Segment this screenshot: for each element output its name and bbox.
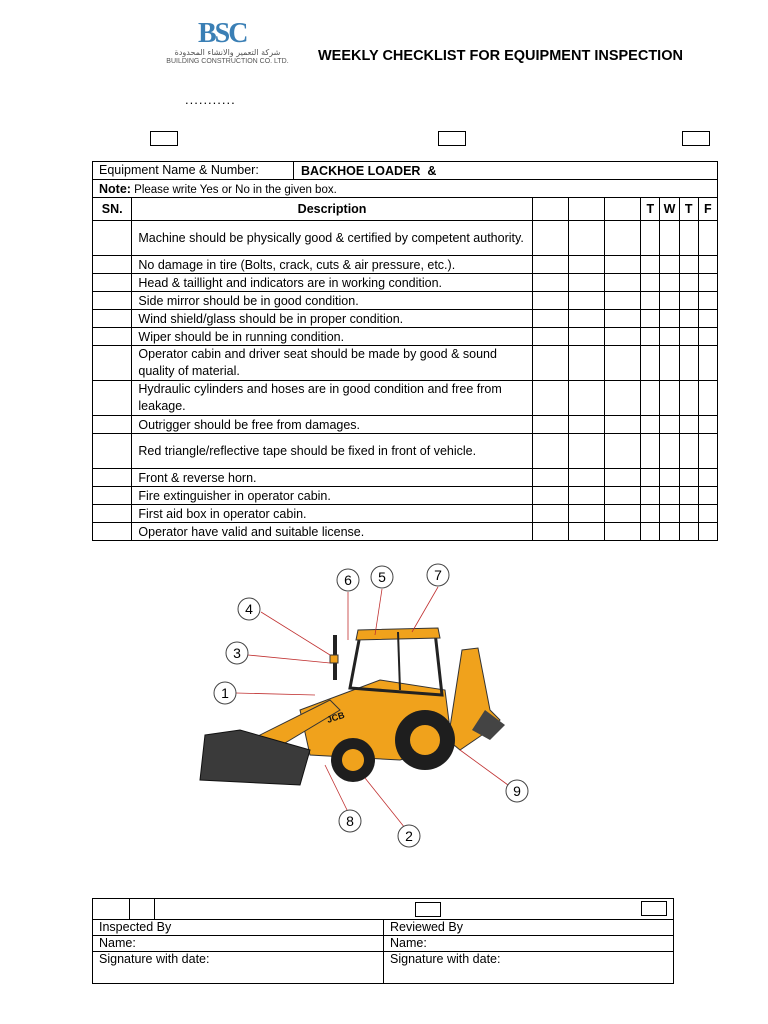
dotted-fill-line: ...........	[185, 92, 236, 107]
answer-cell-1[interactable]	[532, 310, 568, 328]
callout-8	[339, 810, 361, 832]
answer-cell-t1[interactable]	[641, 434, 660, 469]
answer-cell-w[interactable]	[660, 523, 679, 541]
description-header: Description	[132, 198, 532, 221]
table-row	[93, 221, 718, 256]
answer-cell-f[interactable]	[698, 256, 717, 274]
note-text: Please write Yes or No in the given box.	[130, 183, 337, 196]
answer-cell-f[interactable]	[698, 328, 717, 346]
answer-cell-f[interactable]	[698, 221, 717, 256]
answer-cell-2[interactable]	[568, 434, 604, 469]
checkbox-middle[interactable]	[438, 131, 466, 146]
table-row	[93, 469, 718, 487]
answer-cell-t1[interactable]	[641, 328, 660, 346]
row-description: Red triangle/reflective tape should be fixed in front of vehicle.	[132, 434, 532, 469]
inspector-signature-field[interactable]: Signature with date:	[93, 952, 384, 984]
logo-arabic-name: شركة التعمير والانشاء المحدودة	[174, 48, 281, 57]
answer-cell-w[interactable]	[660, 487, 679, 505]
answer-cell-t2[interactable]	[679, 328, 698, 346]
answer-cell-f[interactable]	[698, 487, 717, 505]
answer-cell-w[interactable]	[660, 310, 679, 328]
table-row	[93, 310, 718, 328]
footer-checkbox-left[interactable]	[415, 902, 441, 917]
row-sn-cell	[93, 256, 132, 274]
sn-header: SN.	[93, 198, 132, 221]
footer-small-cell	[129, 899, 155, 919]
table-row	[93, 416, 718, 434]
table-row	[93, 434, 718, 469]
answer-cell-w[interactable]	[660, 434, 679, 469]
row-description: First aid box in operator cabin.	[132, 505, 532, 523]
row-sn-cell	[93, 523, 132, 541]
day-header-w: W	[660, 198, 679, 221]
answer-cell-t2[interactable]	[679, 416, 698, 434]
answer-cell-f[interactable]	[698, 434, 717, 469]
answer-cell-1[interactable]	[532, 487, 568, 505]
answer-cell-w[interactable]	[660, 505, 679, 523]
row-description: Outrigger should be free from damages.	[132, 416, 532, 434]
table-row	[93, 274, 718, 292]
company-logo	[150, 18, 305, 68]
answer-cell-3[interactable]	[605, 221, 641, 256]
answer-cell-3[interactable]	[605, 292, 641, 310]
footer-name-row	[93, 936, 674, 952]
answer-cell-w[interactable]	[660, 328, 679, 346]
answer-cell-t1[interactable]	[641, 274, 660, 292]
page-title: WEEKLY CHECKLIST FOR EQUIPMENT INSPECTION	[318, 48, 683, 64]
answer-cell-t2[interactable]	[679, 274, 698, 292]
answer-cell-f[interactable]	[698, 346, 717, 381]
callout-5	[371, 566, 393, 588]
callout-number: 7	[434, 567, 442, 583]
answer-cell-t1[interactable]	[641, 256, 660, 274]
answer-cell-t1[interactable]	[641, 292, 660, 310]
answer-cell-1[interactable]	[532, 292, 568, 310]
checkbox-left[interactable]	[150, 131, 178, 146]
answer-cell-f[interactable]	[698, 310, 717, 328]
answer-cell-3[interactable]	[605, 328, 641, 346]
answer-cell-t2[interactable]	[679, 221, 698, 256]
answer-cell-t2[interactable]	[679, 487, 698, 505]
answer-cell-w[interactable]	[660, 416, 679, 434]
answer-cell-t2[interactable]	[679, 434, 698, 469]
reviewed-by-label: Reviewed By	[384, 920, 674, 936]
answer-cell-w[interactable]	[660, 469, 679, 487]
callout-number: 4	[245, 601, 253, 617]
note-row	[93, 180, 718, 198]
answer-cell-2[interactable]	[568, 469, 604, 487]
answer-cell-w[interactable]	[660, 292, 679, 310]
note-label: Note:	[99, 181, 131, 196]
jcb-brand-label: JCB	[325, 709, 346, 725]
backhoe-loader-diagram	[190, 560, 540, 860]
answer-cell-1[interactable]	[532, 346, 568, 381]
answer-cell-t1[interactable]	[641, 346, 660, 381]
callout-number: 9	[513, 783, 521, 799]
table-row	[93, 523, 718, 541]
answer-cell-f[interactable]	[698, 523, 717, 541]
answer-cell-f[interactable]	[698, 469, 717, 487]
answer-cell-2[interactable]	[568, 505, 604, 523]
blank-header-2	[568, 198, 604, 221]
answer-cell-1[interactable]	[532, 381, 568, 416]
answer-cell-3[interactable]	[605, 416, 641, 434]
callout-4	[238, 598, 260, 620]
answer-cell-2[interactable]	[568, 346, 604, 381]
callout-number: 3	[233, 645, 241, 661]
footer-signature-row	[93, 952, 674, 984]
table-row	[93, 256, 718, 274]
signature-table	[92, 898, 674, 984]
answer-cell-t1[interactable]	[641, 310, 660, 328]
table-header-row	[93, 198, 718, 221]
row-description: No damage in tire (Bolts, crack, cuts & air pressure, etc.).	[132, 256, 532, 274]
answer-cell-w[interactable]	[660, 381, 679, 416]
answer-cell-f[interactable]	[698, 381, 717, 416]
callout-9	[506, 780, 528, 802]
table-row	[93, 292, 718, 310]
footer-top-row	[93, 899, 674, 920]
day-header-t2: T	[679, 198, 698, 221]
answer-cell-1[interactable]	[532, 505, 568, 523]
answer-cell-1[interactable]	[532, 256, 568, 274]
answer-cell-t2[interactable]	[679, 256, 698, 274]
answer-cell-t2[interactable]	[679, 505, 698, 523]
row-sn-cell	[93, 292, 132, 310]
row-description: Head & taillight and indicators are in working condition.	[132, 274, 532, 292]
answer-cell-t1[interactable]	[641, 505, 660, 523]
answer-cell-2[interactable]	[568, 274, 604, 292]
answer-cell-t1[interactable]	[641, 381, 660, 416]
logo-english-name: BUILDING CONSTRUCTION CO. LTD.	[166, 58, 289, 65]
callout-1	[214, 682, 236, 704]
footer-checkbox-right[interactable]	[641, 901, 667, 916]
callout-number: 5	[378, 569, 386, 585]
inspector-name-field[interactable]: Name:	[93, 936, 384, 952]
equipment-row	[93, 162, 718, 180]
callout-number: 2	[405, 828, 413, 844]
blank-header-3	[605, 198, 641, 221]
reviewer-name-field[interactable]: Name:	[384, 936, 674, 952]
answer-cell-1[interactable]	[532, 469, 568, 487]
checklist-rows	[93, 221, 718, 541]
answer-cell-t2[interactable]	[679, 381, 698, 416]
answer-cell-w[interactable]	[660, 274, 679, 292]
answer-cell-3[interactable]	[605, 310, 641, 328]
callout-number: 6	[344, 572, 352, 588]
table-row	[93, 328, 718, 346]
reviewer-signature-field[interactable]: Signature with date:	[384, 952, 674, 984]
answer-cell-3[interactable]	[605, 256, 641, 274]
row-sn-cell	[93, 328, 132, 346]
answer-cell-2[interactable]	[568, 381, 604, 416]
equipment-name-label: Equipment Name & Number:	[93, 162, 294, 179]
row-description: Hydraulic cylinders and hoses are in good condition and free from leakage.	[132, 381, 532, 416]
answer-cell-t2[interactable]	[679, 469, 698, 487]
answer-cell-t1[interactable]	[641, 221, 660, 256]
row-sn-cell	[93, 274, 132, 292]
answer-cell-1[interactable]	[532, 523, 568, 541]
day-header-f: F	[698, 198, 717, 221]
row-sn-cell	[93, 221, 132, 256]
blank-header-1	[532, 198, 568, 221]
answer-cell-3[interactable]	[605, 469, 641, 487]
row-description: Side mirror should be in good condition.	[132, 292, 532, 310]
answer-cell-3[interactable]	[605, 487, 641, 505]
answer-cell-w[interactable]	[660, 256, 679, 274]
answer-cell-t2[interactable]	[679, 346, 698, 381]
table-row	[93, 505, 718, 523]
row-sn-cell	[93, 434, 132, 469]
answer-cell-1[interactable]	[532, 221, 568, 256]
row-sn-cell	[93, 381, 132, 416]
answer-cell-f[interactable]	[698, 416, 717, 434]
row-description: Operator have valid and suitable license.	[132, 523, 532, 541]
row-description: Wind shield/glass should be in proper condition.	[132, 310, 532, 328]
answer-cell-2[interactable]	[568, 221, 604, 256]
row-sn-cell	[93, 310, 132, 328]
answer-cell-w[interactable]	[660, 221, 679, 256]
answer-cell-2[interactable]	[568, 310, 604, 328]
callout-2	[398, 825, 420, 847]
answer-cell-t2[interactable]	[679, 310, 698, 328]
answer-cell-f[interactable]	[698, 505, 717, 523]
callout-6	[337, 569, 359, 591]
answer-cell-2[interactable]	[568, 416, 604, 434]
answer-cell-3[interactable]	[605, 523, 641, 541]
row-description: Machine should be physically good & certified by competent authority.	[132, 221, 532, 256]
callout-7	[427, 564, 449, 586]
equipment-name-value[interactable]: BACKHOE LOADER &	[301, 163, 437, 178]
footer-role-row	[93, 920, 674, 936]
answer-cell-f[interactable]	[698, 274, 717, 292]
table-row	[93, 346, 718, 381]
callout-number: 8	[346, 813, 354, 829]
callout-3	[226, 642, 248, 664]
row-description: Fire extinguisher in operator cabin.	[132, 487, 532, 505]
row-sn-cell	[93, 346, 132, 381]
callout-number: 1	[221, 685, 229, 701]
checkbox-right[interactable]	[682, 131, 710, 146]
answer-cell-2[interactable]	[568, 523, 604, 541]
answer-cell-t1[interactable]	[641, 469, 660, 487]
answer-cell-3[interactable]	[605, 505, 641, 523]
row-sn-cell	[93, 469, 132, 487]
answer-cell-1[interactable]	[532, 328, 568, 346]
row-description: Wiper should be in running condition.	[132, 328, 532, 346]
table-row	[93, 487, 718, 505]
row-description: Operator cabin and driver seat should be made by good & sound quality of material.	[132, 346, 532, 381]
answer-cell-3[interactable]	[605, 434, 641, 469]
answer-cell-1[interactable]	[532, 274, 568, 292]
day-header-t1: T	[641, 198, 660, 221]
answer-cell-2[interactable]	[568, 328, 604, 346]
answer-cell-t1[interactable]	[641, 416, 660, 434]
answer-cell-t2[interactable]	[679, 523, 698, 541]
answer-cell-t1[interactable]	[641, 523, 660, 541]
answer-cell-t2[interactable]	[679, 292, 698, 310]
logo-mark: BSC	[198, 18, 247, 49]
answer-cell-t1[interactable]	[641, 487, 660, 505]
answer-cell-2[interactable]	[568, 256, 604, 274]
answer-cell-f[interactable]	[698, 292, 717, 310]
row-description: Front & reverse horn.	[132, 469, 532, 487]
answer-cell-2[interactable]	[568, 292, 604, 310]
answer-cell-3[interactable]	[605, 381, 641, 416]
answer-cell-1[interactable]	[532, 434, 568, 469]
answer-cell-w[interactable]	[660, 346, 679, 381]
answer-cell-1[interactable]	[532, 416, 568, 434]
answer-cell-3[interactable]	[605, 274, 641, 292]
row-sn-cell	[93, 416, 132, 434]
table-row	[93, 381, 718, 416]
answer-cell-3[interactable]	[605, 346, 641, 381]
row-sn-cell	[93, 505, 132, 523]
row-sn-cell	[93, 487, 132, 505]
answer-cell-2[interactable]	[568, 487, 604, 505]
inspected-by-label: Inspected By	[93, 920, 384, 936]
inspection-checklist-table	[92, 161, 718, 541]
